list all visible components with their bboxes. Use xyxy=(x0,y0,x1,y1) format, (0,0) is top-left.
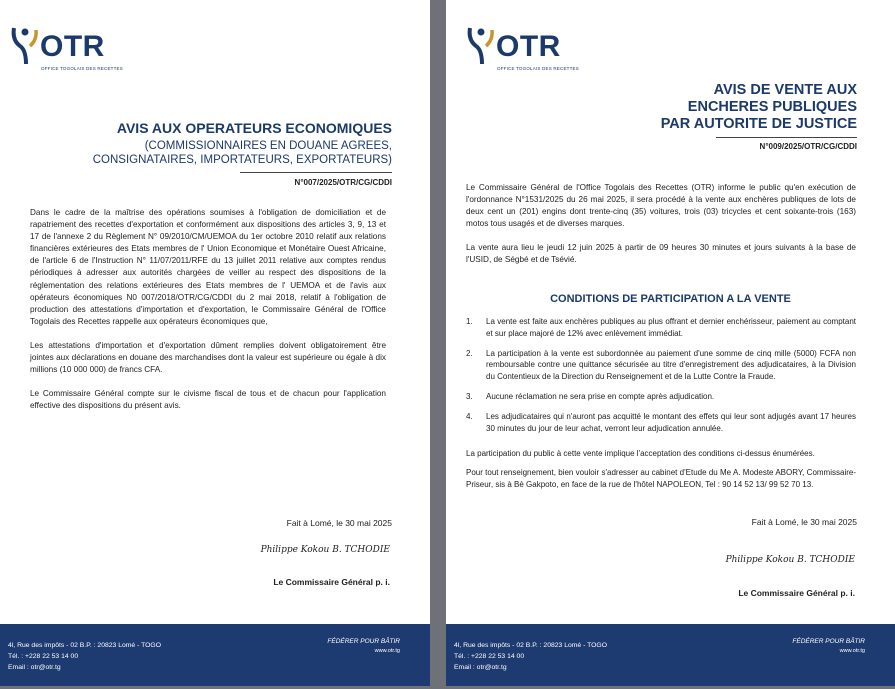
footer-email: Email : otr@otr.tg xyxy=(8,664,61,671)
signature: Philippe Kokou B. TCHODIE xyxy=(260,545,390,555)
otr-figure-icon xyxy=(466,26,496,66)
condition-text: La vente est faite aux enchères publiques au plus offrant et dernier enchérisseur, paiement au comptant et sur place majoré de 12% avec enlèvement immédiat. xyxy=(486,317,856,338)
reference-number: N°007/2025/OTR/CG/CDDI xyxy=(294,178,392,187)
notice-title xyxy=(661,82,857,133)
notice-page-economic-operators xyxy=(0,0,430,686)
body-paragraph: La vente aura lieu le jeudi 12 juin 2025 à partir de 09 heures 30 minutes et jours suivants à la base de l'USID, de Ségbé et de Tsévié. xyxy=(466,243,856,265)
logo-wordmark: OTR xyxy=(496,30,561,63)
otr-logo xyxy=(10,26,123,71)
notice-subtitle xyxy=(93,139,392,167)
body-paragraph: Le Commissaire Général de l'Office Togolais des Recettes (OTR) informe le public qu'en exécution de l'ordonnance N°1531/2025 du 26 mai 2025, il sera procédé à la vente aux enchères publiques de lots de deux cent un (201) engins dont trente-cinq (35) voitures, trois (03) tricycles et cent soixante-trois (163) motos tous usagés et de diverses marques. xyxy=(466,183,856,229)
footer-slogan: FÉDÉRER POUR BÂTIR xyxy=(792,638,865,645)
footer-phone: Tél. : +228 22 53 14 00 xyxy=(454,653,525,660)
footer-contact xyxy=(8,640,161,673)
otr-figure-icon xyxy=(10,26,40,66)
condition-text: Les adjudicataires qui n'auront pas acquitté le montant des effets qui leur sont adjugés avant 17 heures 30 minutes du jour de leur achat, verront leur adjudication annulée. xyxy=(486,411,856,433)
footer-contact xyxy=(454,640,607,673)
notice-title: AVIS AUX OPERATEURS ECONOMIQUES xyxy=(116,120,392,136)
issue-date: Fait à Lomé, le 30 mai 2025 xyxy=(751,517,857,527)
body-paragraph: Les attestations d'importation et d'exportation dûment remplies doivent obligatoirement être jointes aux déclarations en douane des marchandises dont la valeur est supérieure ou égale à dix millions (10 000 000) de francs CFA. xyxy=(30,340,386,375)
footer-email: Email : otr@otr.tg xyxy=(454,664,507,671)
logo-wordmark: OTR xyxy=(40,30,105,63)
divider xyxy=(716,137,857,138)
condition-number: 3. xyxy=(466,391,473,401)
condition-item xyxy=(466,411,856,435)
footer-phone: Tél. : +228 22 53 14 00 xyxy=(8,653,79,660)
subtitle-line: (COMMISSIONNAIRES EN DOUANE AGREES, xyxy=(144,140,392,152)
closing-paragraph: La participation du public à cette vente implique l'acceptation des conditions ci-dessus énumérées. xyxy=(466,449,815,458)
title-line: PAR AUTORITE DE JUSTICE xyxy=(660,116,857,132)
closing-text xyxy=(466,448,856,490)
page-footer xyxy=(446,624,895,686)
subtitle-line: CONSIGNATAIRES, IMPORTATEURS, EXPORTATEURS) xyxy=(92,154,392,166)
signature: Philippe Kokou B. TCHODIE xyxy=(725,555,855,565)
page-footer xyxy=(0,624,430,686)
footer-address: 4l, Rue des impôts - 02 B.P. : 20823 Lomé - TOGO xyxy=(454,642,608,649)
closing-paragraph: Pour tout renseignement, bien vouloir s'adresser au cabinet d'Etude du Me A. Modeste ABORY, Commissaire-Priseur, sis à Bè Gakpoto, en face de la rue de l'hôtel NAPOLEON, Tel : 90 14 52 13/ 99 52 70 13. xyxy=(466,467,856,489)
condition-text: La participation à la vente est subordonnée au paiement d'une somme de cinq mille (5000) FCFA non remboursable contre une quittance sécurisée au titre d'enregistrement des adjudicataires, à la Division du Contentieux de la Direction du Renseignement et de la Lutte Contre la Fraude. xyxy=(486,348,856,382)
body-paragraph: Le Commissaire Général compte sur le civisme fiscal de tous et de chacun pour l'application effective des dispositions du présent avis. xyxy=(30,389,386,411)
title-line: AVIS DE VENTE AUX xyxy=(713,82,857,98)
logo-tagline: OFFICE TOGOLAIS DES RECETTES xyxy=(41,66,123,71)
condition-text: Aucune réclamation ne sera prise en compte après adjudication. xyxy=(486,391,715,401)
condition-item xyxy=(466,348,856,383)
conditions-heading: CONDITIONS DE PARTICIPATION A LA VENTE xyxy=(550,293,791,305)
conditions-list xyxy=(466,316,856,442)
issue-date: Fait à Lomé, le 30 mai 2025 xyxy=(286,518,392,528)
footer-slogan: FÉDÉRER POUR BÂTIR xyxy=(327,638,400,645)
otr-logo xyxy=(466,26,579,71)
reference-number: N°009/2025/OTR/CG/CDDI xyxy=(759,142,857,151)
notice-body xyxy=(30,207,386,412)
footer-website: www.otr.tg xyxy=(839,648,865,654)
condition-number: 1. xyxy=(466,317,473,326)
condition-item xyxy=(466,391,856,403)
condition-number: 2. xyxy=(466,348,473,358)
notice-page-public-auction xyxy=(446,0,895,686)
divider xyxy=(240,172,392,173)
notice-body xyxy=(466,182,856,267)
signer-title: Le Commissaire Général p. i. xyxy=(273,577,390,587)
condition-number: 4. xyxy=(466,411,473,421)
body-paragraph: Dans le cadre de la maîtrise des opérations soumises à l'obligation de domiciliation et de rapatriement des recettes d'exportation et conformément aux dispositions des articles 3, 9, 13 et 17 de l'annexe 2 du Règlement N° 09/2010/CM/UEMOA du 1er octobre 2010 relatif aux relations financières extérieures des Etats membres de l' Union Economique et Monétaire Ouest Africaine, de l'article 6 de l'Instruction N° 11/07/2011/RFE du 13 juillet 2011 relative aux comptes rendus périodiques à adresser aux autorités chargées de veiller au respect des dispositions de la réglementation des relations extérieures des Etats membres de l' UEMOA et de l'avis aux opérateurs économiques N0 007/2018/OTR/CG/CDDI du 2 mai 2018, relatif à l'obligation de production des attestations d'importation et d'exportation, le Commissaire Général de l'Office Togolais des Recettes rappelle aux opérateurs économiques que, xyxy=(30,208,386,326)
footer-website: www.otr.tg xyxy=(374,648,400,654)
signer-title: Le Commissaire Général p. i. xyxy=(738,588,855,598)
title-line: ENCHERES PUBLIQUES xyxy=(687,99,857,115)
condition-item xyxy=(466,316,856,340)
logo-tagline: OFFICE TOGOLAIS DES RECETTES xyxy=(497,66,579,71)
footer-address: 4l, Rue des impôts - 02 B.P. : 20823 Lomé - TOGO xyxy=(8,642,162,649)
